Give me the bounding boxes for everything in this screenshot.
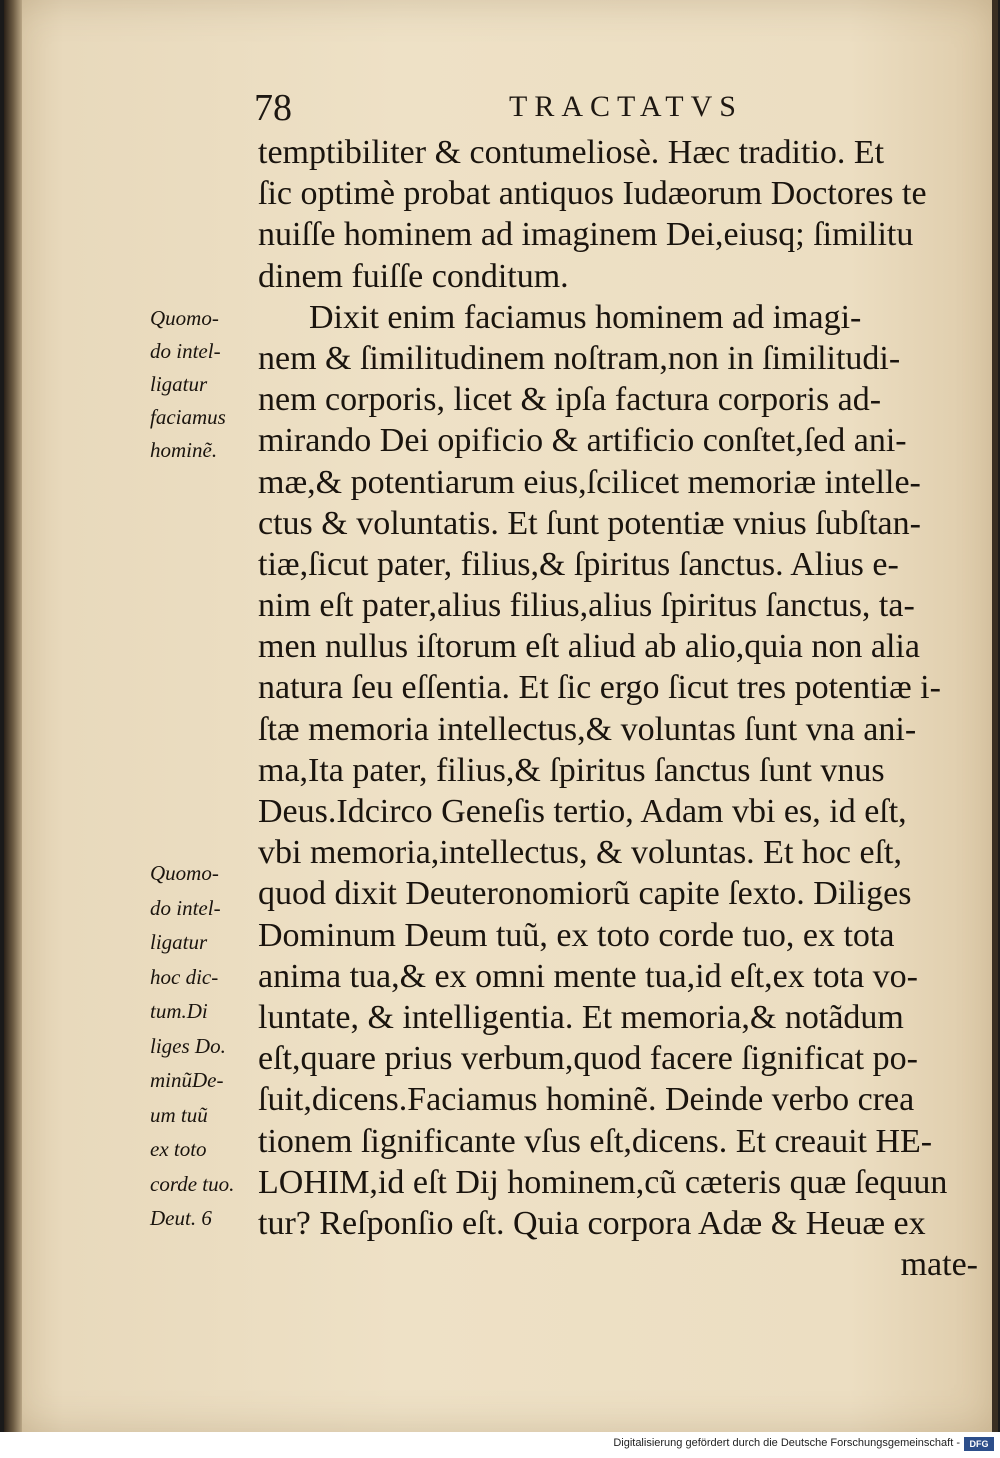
- text-line: ſuit,dicens.Faciamus hominẽ. Deinde verbo crea: [258, 1081, 915, 1119]
- text-line: nem & ſimilitudinem noſtram,non in ſimilitudi-: [258, 339, 901, 377]
- text-line: LOHIM,id eſt Dij hominem,cũ cæteris quæ ſequun: [258, 1163, 948, 1201]
- book-page: [4, 0, 998, 1432]
- text-line: ctus & voluntatis. Et ſunt potentiæ vnius ſubſtan-: [258, 504, 921, 542]
- margin-note-line: tum.Di: [150, 999, 208, 1023]
- text-line: mæ,& potentiarum eius,ſcilicet memoriæ intelle-: [258, 463, 921, 501]
- margin-note-line: faciamus: [150, 405, 226, 429]
- margin-note-line: do intel-: [150, 895, 221, 920]
- body-text: [258, 132, 978, 1285]
- page-binding-edge: [4, 0, 22, 1432]
- footer-credit: Digitalisierung gefördert durch die Deutsche Forschungsgemeinschaft -: [613, 1437, 960, 1449]
- margin-note-faciamus: [150, 302, 256, 467]
- margin-note-line: Deut. 6: [150, 1206, 212, 1230]
- text-line: ſtæ memoria intellectus,& voluntas ſunt vna ani-: [258, 710, 917, 748]
- page-header: [254, 86, 974, 130]
- text-line: quod dixit Deuteronomiorũ capite ſexto. Diliges: [258, 875, 912, 913]
- margin-note-line: Quomo-: [150, 306, 219, 330]
- margin-note-line: ex toto: [150, 1137, 207, 1161]
- text-line: ma,Ita pater, filius,& ſpiritus ſanctus ſunt vnus: [258, 751, 885, 789]
- digitization-footer: [0, 1432, 1000, 1458]
- text-line: luntate, & intelligentia. Et memoria,& notãdum: [258, 998, 904, 1036]
- catchword: mate-: [900, 1246, 978, 1284]
- text-line: men nullus iſtorum eſt aliud ab alio,quia non alia: [258, 628, 920, 666]
- margin-note-line: hominẽ.: [150, 438, 218, 462]
- margin-note-line: hoc dic-: [150, 964, 219, 989]
- running-head: TRACTATVS: [509, 90, 743, 123]
- text-line: tur? Reſponſio eſt. Quia corpora Adæ & Heuæ ex: [258, 1204, 926, 1242]
- text-line: temptibiliter & contumeliosè. Hæc traditio. Et: [258, 134, 885, 171]
- margin-note-diliges: [150, 856, 256, 1236]
- text-line: Dixit enim faciamus hominem ad imagi-: [258, 298, 862, 336]
- text-line: dinem fuiſſe conditum.: [258, 257, 569, 295]
- margin-note-line: ligatur: [150, 372, 208, 396]
- margin-note-line: corde tuo.: [150, 1171, 235, 1196]
- margin-note-line: um tuũ: [150, 1102, 208, 1127]
- page-outer-edge: [992, 0, 998, 1432]
- text-line: mirando Dei opificio & artificio conſtet,ſed ani-: [258, 422, 907, 460]
- page-number: 78: [254, 87, 292, 129]
- margin-note-line: Quomo-: [150, 861, 219, 885]
- text-line: eſt,quare prius verbum,quod facere ſignificat po-: [258, 1040, 918, 1078]
- text-line: nem corporis, licet & ipſa factura corporis ad-: [258, 381, 882, 419]
- text-line: natura ſeu eſſentia. Et ſic ergo ſicut tres potentiæ i-: [258, 669, 941, 707]
- margin-note-line: liges Do.: [150, 1033, 226, 1058]
- text-line: Dominum Deum tuũ, ex toto corde tuo, ex tota: [258, 916, 895, 954]
- text-line: ſic optimè probat antiquos Iudæorum Doctores te: [258, 175, 927, 213]
- margin-note-line: minũDe-: [150, 1068, 224, 1092]
- margin-note-line: ligatur: [150, 930, 208, 954]
- text-line: nuiſſe hominem ad imaginem Dei,eiusq; ſimilitu: [258, 216, 914, 254]
- margin-note-line: do intel-: [150, 339, 221, 363]
- text-line: vbi memoria,intellectus, & voluntas. Et hoc eſt,: [258, 834, 902, 872]
- text-line: tionem ſignificante vſus eſt,dicens. Et creauit HE-: [258, 1122, 933, 1160]
- text-line: nim eſt pater,alius filius,alius ſpiritus ſanctus, ta-: [258, 587, 915, 625]
- text-line: tiæ,ſicut pater, filius,& ſpiritus ſanctus. Alius e-: [258, 545, 899, 583]
- dfg-logo: DFG: [964, 1437, 994, 1451]
- text-line: anima tua,& ex omni mente tua,id eſt,ex tota vo-: [258, 957, 918, 995]
- text-line: Deus.Idcirco Geneſis tertio, Adam vbi es, id eſt,: [258, 793, 907, 830]
